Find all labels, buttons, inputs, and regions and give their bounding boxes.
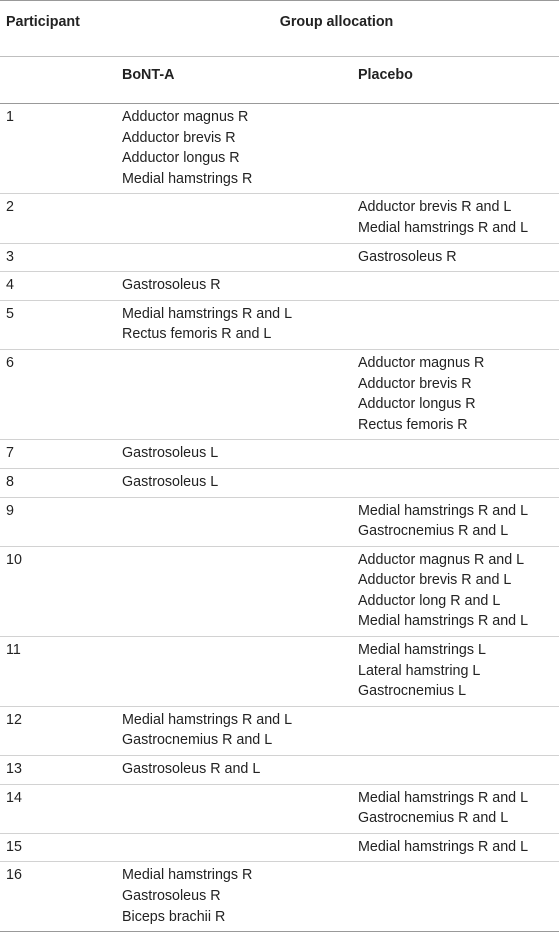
- muscle-entry: Rectus femoris R and L: [122, 326, 272, 343]
- participant-cell: 3: [0, 243, 114, 272]
- placebo-cell: [349, 497, 559, 546]
- muscle-entry: Gastrosoleus R and L: [122, 761, 261, 778]
- bont-a-cell: [114, 833, 349, 862]
- placebo-header: Placebo: [349, 57, 559, 104]
- bont-a-cell: [114, 862, 349, 932]
- muscle-entry: Medial hamstrings R: [122, 867, 253, 884]
- table-row: [0, 440, 559, 469]
- participant-cell: 4: [0, 272, 114, 301]
- bont-a-cell: [114, 497, 349, 546]
- bont-a-cell: [114, 637, 349, 707]
- bont-a-cell: [114, 440, 349, 469]
- placebo-cell: [349, 194, 559, 243]
- bont-a-cell: [114, 349, 349, 439]
- participant-cell: 16: [0, 862, 114, 932]
- placebo-cell: [349, 637, 559, 707]
- participant-cell: 12: [0, 706, 114, 755]
- participant-cell: 1: [0, 104, 114, 194]
- muscle-entry: Adductor longus R: [358, 396, 476, 413]
- bont-a-header: BoNT-A: [114, 57, 349, 104]
- placebo-cell: [349, 349, 559, 439]
- placebo-cell: [349, 784, 559, 833]
- muscle-entry: Gastrosoleus R: [122, 277, 221, 294]
- participant-cell: 6: [0, 349, 114, 439]
- table-row: [0, 243, 559, 272]
- muscle-entry: Adductor brevis R and L: [358, 572, 512, 589]
- table-row: [0, 833, 559, 862]
- muscle-entry: Adductor long R and L: [358, 592, 501, 609]
- participant-cell: 11: [0, 637, 114, 707]
- muscle-entry: Gastrosoleus L: [122, 473, 219, 490]
- muscle-entry: Medial hamstrings R and L: [358, 613, 529, 630]
- muscle-entry: Gastrocnemius R and L: [122, 732, 273, 749]
- muscle-entry: Medial hamstrings R and L: [358, 789, 529, 806]
- muscle-entry: Adductor brevis R: [358, 375, 472, 392]
- muscle-entry: Rectus femoris R: [358, 416, 468, 433]
- participant-cell: 5: [0, 300, 114, 349]
- muscle-entry: Adductor longus R: [122, 150, 240, 167]
- muscle-entry: Gastrosoleus R: [358, 248, 457, 265]
- muscle-entry: Medial hamstrings L: [358, 642, 486, 659]
- header-row-top: [0, 1, 559, 57]
- bont-a-cell: [114, 272, 349, 301]
- placebo-cell: [349, 300, 559, 349]
- bont-a-cell: [114, 546, 349, 636]
- participant-cell: 10: [0, 546, 114, 636]
- muscle-entry: Adductor magnus R and L: [358, 551, 525, 568]
- bont-a-cell: [114, 706, 349, 755]
- bont-a-cell: [114, 468, 349, 497]
- header-row-sub: [0, 57, 559, 104]
- bont-a-cell: [114, 243, 349, 272]
- table-row: [0, 706, 559, 755]
- muscle-entry: Adductor brevis R: [122, 129, 236, 146]
- muscle-entry: Gastrocnemius R and L: [358, 810, 509, 827]
- table-body: [0, 104, 559, 932]
- table-row: [0, 468, 559, 497]
- table-row: [0, 497, 559, 546]
- table-row: [0, 349, 559, 439]
- muscle-entry: Gastrocnemius R and L: [358, 523, 509, 540]
- participant-cell: 9: [0, 497, 114, 546]
- table-row: [0, 637, 559, 707]
- participant-cell: 2: [0, 194, 114, 243]
- participant-cell: 7: [0, 440, 114, 469]
- placebo-cell: [349, 706, 559, 755]
- bont-a-cell: [114, 784, 349, 833]
- muscle-entry: Medial hamstrings R and L: [358, 502, 529, 519]
- table-row: [0, 546, 559, 636]
- participant-cell: 8: [0, 468, 114, 497]
- table-row: [0, 756, 559, 785]
- bont-a-cell: [114, 194, 349, 243]
- participant-cell: 13: [0, 756, 114, 785]
- muscle-entry: Medial hamstrings R and L: [122, 305, 293, 322]
- muscle-entry: Biceps brachii R: [122, 908, 226, 925]
- placebo-cell: [349, 833, 559, 862]
- placebo-cell: [349, 468, 559, 497]
- muscle-entry: Gastrocnemius L: [358, 683, 467, 700]
- muscle-entry: Lateral hamstring L: [358, 662, 481, 679]
- placebo-cell: [349, 104, 559, 194]
- muscle-entry: Adductor magnus R: [122, 109, 249, 125]
- muscle-entry: Adductor magnus R: [358, 354, 485, 371]
- muscle-entry: Medial hamstrings R and L: [358, 838, 529, 855]
- participant-cell: 15: [0, 833, 114, 862]
- bont-a-cell: [114, 300, 349, 349]
- placebo-cell: [349, 756, 559, 785]
- table-row: [0, 272, 559, 301]
- placebo-cell: [349, 243, 559, 272]
- placebo-cell: [349, 862, 559, 932]
- muscle-entry: Medial hamstrings R and L: [358, 219, 529, 236]
- muscle-entry: Medial hamstrings R and L: [122, 711, 293, 728]
- muscle-entry: Gastrosoleus L: [122, 445, 219, 462]
- table-row: [0, 784, 559, 833]
- table-row: [0, 300, 559, 349]
- table-header: [0, 1, 559, 104]
- participant-cell: 14: [0, 784, 114, 833]
- placebo-cell: [349, 546, 559, 636]
- group-allocation-header: Group allocation: [114, 1, 559, 57]
- placebo-cell: [349, 272, 559, 301]
- bont-a-cell: [114, 756, 349, 785]
- participant-header: Participant: [0, 1, 114, 57]
- table-row: [0, 862, 559, 932]
- table-row: [0, 104, 559, 194]
- header-spacer: [0, 57, 114, 104]
- muscle-entry: Gastrosoleus R: [122, 888, 221, 904]
- muscle-entry: Medial hamstrings R: [122, 170, 253, 187]
- bont-a-cell: [114, 104, 349, 194]
- table-row: [0, 194, 559, 243]
- muscle-entry: Adductor brevis R and L: [358, 199, 512, 216]
- placebo-cell: [349, 440, 559, 469]
